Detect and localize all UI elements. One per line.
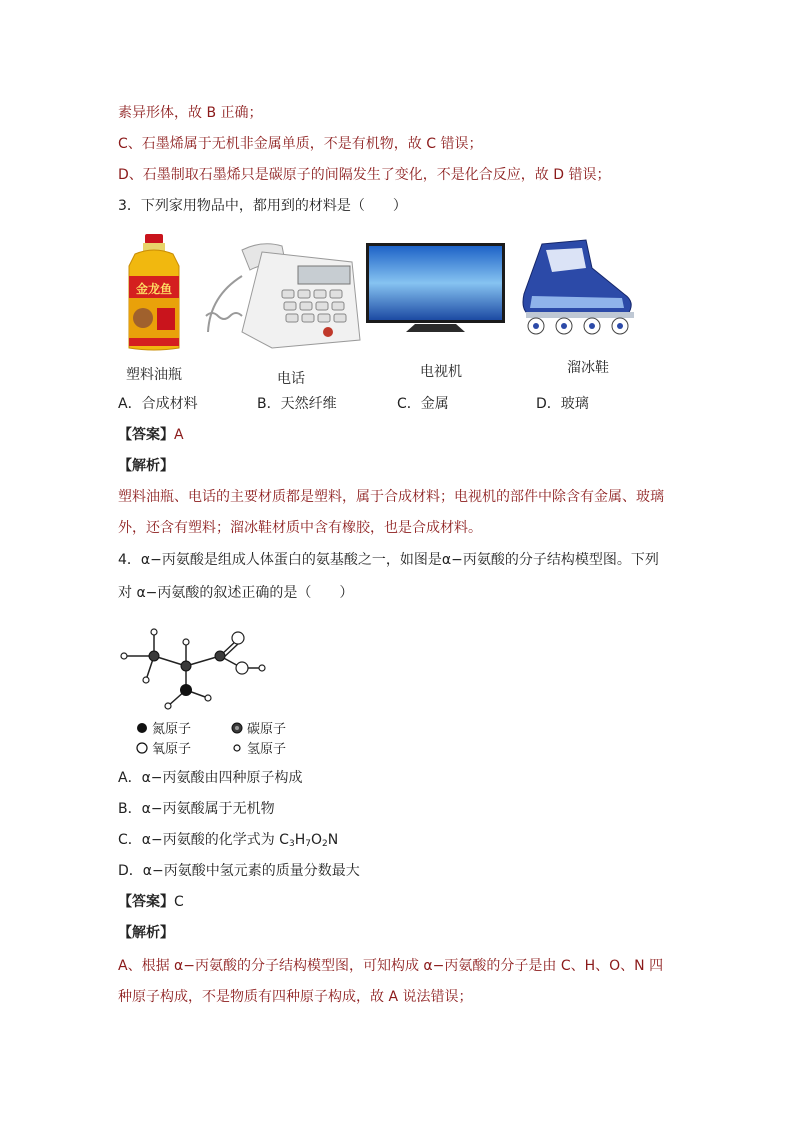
q4-analysis-line-2: 种原子构成，不是物质有四种原子构成，故 A 说法错误； [118,989,473,1005]
q3-option-d: D．玻璃 [536,396,589,412]
hydrogen-atom-icon [231,742,243,754]
q4-option-d: D．α−丙氨酸中氢元素的质量分数最大 [118,863,360,879]
caption-television: 电视机 [420,364,462,380]
q4-option-c-prefix: C．α−丙氨酸的化学式为 C [118,832,289,848]
oil-brand-label: 金龙鱼 [135,282,172,296]
q3-analysis-line-1: 塑料油瓶、电话的主要材质都是塑料，属于合成材料；电视机的部件中除含有金属、玻璃 [118,489,664,505]
legend-oxygen-label: 氧原子 [152,742,192,757]
q4-option-c-sub2: 7 [305,839,311,849]
nitrogen-atom-icon [136,722,148,734]
prev-solution-line-2: C、石墨烯属于无机非金属单质，不是有机物，故 C 错误； [118,136,483,152]
oxygen-atom-icon [136,742,148,754]
q4-stem-line-2: 对 α−丙氨酸的叙述正确的是（ ） [118,585,354,601]
alanine-molecule-diagram [118,622,278,722]
roller-skate-image [512,238,640,338]
q4-answer-value: C [174,894,184,910]
legend-carbon [231,718,286,737]
q4-option-a: A．α−丙氨酸由四种原子构成 [118,770,303,786]
q4-option-b: B．α−丙氨酸属于无机物 [118,801,275,817]
q4-option-c-sub1: 3 [288,839,295,849]
q3-analysis-label: 【解析】 [118,458,174,474]
legend-hydrogen-label: 氢原子 [247,742,287,757]
carbon-atom-icon [231,722,243,734]
q4-answer-label: 【答案】 [118,894,174,910]
oil-bottle-image [125,232,183,352]
q4-analysis-line-1: A、根据 α−丙氨酸的分子结构模型图，可知构成 α−丙氨酸的分子是由 C、H、O、N 四 [118,958,664,974]
telephone-image [202,236,362,354]
q3-analysis-line-2: 外，还含有塑料；溜冰鞋材质中含有橡胶，也是合成材料。 [118,520,482,536]
q4-option-c-h: H [294,832,306,848]
caption-roller-skate: 溜冰鞋 [567,360,609,376]
television-image [365,242,506,334]
q3-answer-value: A [174,427,184,443]
q4-analysis-label: 【解析】 [118,925,174,941]
legend-hydrogen [231,738,286,757]
q3-option-b: B．天然纤维 [257,396,337,412]
q4-option-c [118,830,338,854]
prev-solution-line-1: 素异形体，故 B 正确； [118,105,263,121]
q4-option-c-o: O [310,832,322,848]
q3-stem: 3．下列家用物品中，都用到的材料是（ ） [118,198,407,214]
caption-telephone: 电话 [277,371,305,387]
q3-answer [118,425,184,445]
q4-stem-line-1: 4．α−丙氨酸是组成人体蛋白的氨基酸之一，如图是α−丙氨酸的分子结构模型图。下列 [118,552,659,568]
q4-option-c-sub3: 2 [322,839,328,849]
legend-oxygen [136,738,191,757]
prev-solution-line-3: D、石墨制取石墨烯只是碳原子的间隔发生了变化，不是化合反应，故 D 错误； [118,167,611,183]
q3-answer-label: 【答案】 [118,427,174,443]
q4-option-c-n: N [327,832,339,848]
legend-nitrogen-label: 氮原子 [152,722,192,737]
q4-answer [118,892,184,912]
q3-option-a: A．合成材料 [118,396,198,412]
legend-nitrogen [136,718,191,737]
legend-carbon-label: 碳原子 [247,722,287,737]
caption-oil-bottle: 塑料油瓶 [126,367,182,383]
q3-option-c: C．金属 [397,396,449,412]
